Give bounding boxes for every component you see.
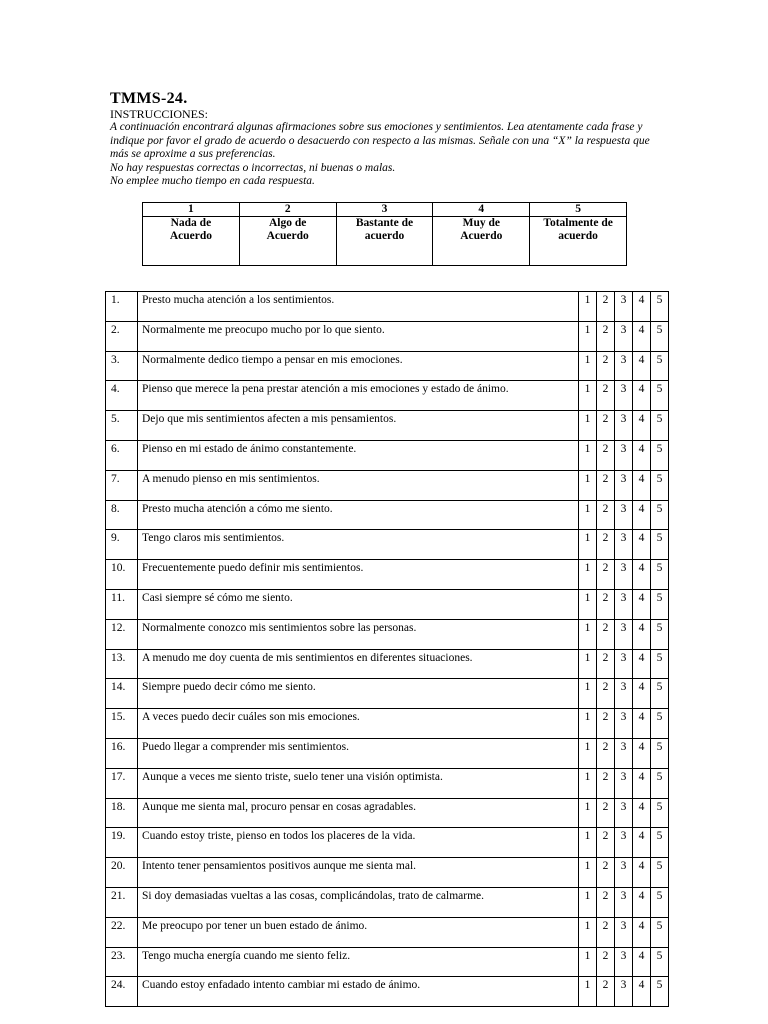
- question-row: [106, 977, 669, 1007]
- answer-option-1[interactable]: 1: [579, 500, 597, 530]
- answer-option-5[interactable]: 5: [651, 947, 669, 977]
- answer-option-2[interactable]: 2: [597, 292, 615, 322]
- question-number: 1.: [106, 292, 138, 322]
- answer-option-4[interactable]: 4: [633, 589, 651, 619]
- answer-option-2[interactable]: 2: [597, 977, 615, 1007]
- answer-option-1[interactable]: 1: [579, 947, 597, 977]
- scale-number: 5: [530, 203, 627, 217]
- answer-option-3[interactable]: 3: [615, 828, 633, 858]
- question-number: 8.: [106, 500, 138, 530]
- answer-option-4[interactable]: 4: [633, 768, 651, 798]
- question-text: A menudo pienso en mis sentimientos.: [138, 470, 579, 500]
- question-number: 21.: [106, 887, 138, 917]
- question-text: Aunque a veces me siento triste, suelo tener una visión optimista.: [138, 768, 579, 798]
- answer-option-1[interactable]: 1: [579, 530, 597, 560]
- answer-option-5[interactable]: 5: [651, 798, 669, 828]
- answer-option-3[interactable]: 3: [615, 500, 633, 530]
- scale-label: [336, 217, 433, 266]
- question-text: Normalmente conozco mis sentimientos sobre las personas.: [138, 619, 579, 649]
- instruction-line: No emplee mucho tiempo en cada respuesta.: [110, 175, 315, 187]
- answer-option-3[interactable]: 3: [615, 619, 633, 649]
- answer-option-5[interactable]: 5: [651, 917, 669, 947]
- answer-option-3[interactable]: 3: [615, 381, 633, 411]
- scale-label-line-2: Acuerdo: [460, 230, 503, 242]
- answer-option-5[interactable]: 5: [651, 530, 669, 560]
- answer-option-2[interactable]: 2: [597, 560, 615, 590]
- question-row: [106, 381, 669, 411]
- answer-option-4[interactable]: 4: [633, 709, 651, 739]
- question-row: [106, 530, 669, 560]
- instruction-line: A continuación encontrará algunas afirmaciones sobre sus emociones y sentimientos. Lea atentamente cada frase y: [110, 121, 643, 133]
- answer-option-2[interactable]: 2: [597, 321, 615, 351]
- question-text: A veces puedo decir cuáles son mis emociones.: [138, 709, 579, 739]
- answer-option-5[interactable]: 5: [651, 321, 669, 351]
- question-text: Siempre puedo decir cómo me siento.: [138, 679, 579, 709]
- answer-option-4[interactable]: 4: [633, 351, 651, 381]
- question-row: [106, 709, 669, 739]
- question-number: 19.: [106, 828, 138, 858]
- answer-option-1[interactable]: 1: [579, 798, 597, 828]
- answer-option-2[interactable]: 2: [597, 768, 615, 798]
- instruction-line: No hay respuestas correctas o incorrectas, ni buenas o malas.: [110, 161, 396, 174]
- answer-option-4[interactable]: 4: [633, 917, 651, 947]
- answer-option-4[interactable]: 4: [633, 887, 651, 917]
- questionnaire-table: [105, 291, 669, 1007]
- answer-option-5[interactable]: 5: [651, 649, 669, 679]
- answer-option-4[interactable]: 4: [633, 738, 651, 768]
- answer-option-2[interactable]: 2: [597, 440, 615, 470]
- instructions-heading: INSTRUCCIONES:: [110, 107, 209, 121]
- answer-option-1[interactable]: 1: [579, 619, 597, 649]
- question-text: Tengo claros mis sentimientos.: [138, 530, 579, 560]
- answer-option-4[interactable]: 4: [633, 977, 651, 1007]
- scale-label: [530, 217, 627, 266]
- question-number: 12.: [106, 619, 138, 649]
- document-title: TMMS-24.: [110, 90, 188, 107]
- answer-option-3[interactable]: 3: [615, 858, 633, 888]
- question-number: 7.: [106, 470, 138, 500]
- answer-option-2[interactable]: 2: [597, 649, 615, 679]
- question-row: [106, 768, 669, 798]
- scale-label-line-2: Acuerdo: [169, 230, 212, 242]
- question-row: [106, 917, 669, 947]
- answer-option-1[interactable]: 1: [579, 679, 597, 709]
- answer-option-1[interactable]: 1: [579, 768, 597, 798]
- answer-option-1[interactable]: 1: [579, 470, 597, 500]
- answer-option-1[interactable]: 1: [579, 560, 597, 590]
- answer-option-4[interactable]: 4: [633, 560, 651, 590]
- answer-option-5[interactable]: 5: [651, 619, 669, 649]
- question-row: [106, 858, 669, 888]
- answer-option-1[interactable]: 1: [579, 381, 597, 411]
- answer-option-3[interactable]: 3: [615, 738, 633, 768]
- scale-label: [239, 217, 336, 266]
- question-text: Presto mucha atención a los sentimientos.: [138, 292, 579, 322]
- answer-option-1[interactable]: 1: [579, 649, 597, 679]
- answer-option-3[interactable]: 3: [615, 292, 633, 322]
- question-row: [106, 440, 669, 470]
- question-number: 6.: [106, 440, 138, 470]
- answer-option-2[interactable]: 2: [597, 679, 615, 709]
- answer-option-1[interactable]: 1: [579, 858, 597, 888]
- question-row: [106, 828, 669, 858]
- answer-option-1[interactable]: 1: [579, 351, 597, 381]
- scale-label-line-1: Algo de: [269, 217, 307, 229]
- answer-option-1[interactable]: 1: [579, 321, 597, 351]
- scale-number: 1: [143, 203, 240, 217]
- answer-option-2[interactable]: 2: [597, 589, 615, 619]
- answer-option-5[interactable]: 5: [651, 709, 669, 739]
- question-text: Normalmente dedico tiempo a pensar en mis emociones.: [138, 351, 579, 381]
- answer-option-2[interactable]: 2: [597, 381, 615, 411]
- answer-option-3[interactable]: 3: [615, 440, 633, 470]
- scale-number: 4: [433, 203, 530, 217]
- answer-option-3[interactable]: 3: [615, 947, 633, 977]
- question-text: Casi siempre sé cómo me siento.: [138, 589, 579, 619]
- answer-option-5[interactable]: 5: [651, 589, 669, 619]
- question-text: Pienso que merece la pena prestar atención a mis emociones y estado de ánimo.: [138, 381, 579, 411]
- question-text: Puedo llegar a comprender mis sentimientos.: [138, 738, 579, 768]
- question-row: [106, 321, 669, 351]
- answer-option-4[interactable]: 4: [633, 500, 651, 530]
- question-row: [106, 947, 669, 977]
- answer-option-5[interactable]: 5: [651, 351, 669, 381]
- answer-option-5[interactable]: 5: [651, 292, 669, 322]
- answer-option-2[interactable]: 2: [597, 470, 615, 500]
- question-text: Intento tener pensamientos positivos aunque me sienta mal.: [138, 858, 579, 888]
- question-row: [106, 798, 669, 828]
- question-text: Me preocupo por tener un buen estado de ánimo.: [138, 917, 579, 947]
- question-text: Cuando estoy triste, pienso en todos los placeres de la vida.: [138, 828, 579, 858]
- scale-numbers-row: [143, 203, 627, 217]
- scale-label-line-2: acuerdo: [364, 230, 405, 242]
- answer-option-5[interactable]: 5: [651, 500, 669, 530]
- question-row: [106, 649, 669, 679]
- answer-option-4[interactable]: 4: [633, 530, 651, 560]
- instruction-line: indique por favor el grado de acuerdo o desacuerdo con respecto a las mismas. Señale con una “X” la respuesta que: [110, 134, 650, 147]
- answer-option-1[interactable]: 1: [579, 738, 597, 768]
- answer-option-4[interactable]: 4: [633, 619, 651, 649]
- question-number: 4.: [106, 381, 138, 411]
- question-row: [106, 500, 669, 530]
- question-number: 17.: [106, 768, 138, 798]
- scale-label-line-1: Totalmente de: [543, 217, 613, 229]
- question-number: 24.: [106, 977, 138, 1007]
- question-text: Cuando estoy enfadado intento cambiar mi estado de ánimo.: [138, 977, 579, 1007]
- question-text: A menudo me doy cuenta de mis sentimientos en diferentes situaciones.: [138, 649, 579, 679]
- scale-label-line-2: Acuerdo: [266, 230, 309, 242]
- question-number: 14.: [106, 679, 138, 709]
- question-number: 5.: [106, 411, 138, 441]
- answer-option-2[interactable]: 2: [597, 709, 615, 739]
- answer-option-2[interactable]: 2: [597, 887, 615, 917]
- scale-labels-row: [143, 217, 627, 266]
- question-number: 11.: [106, 589, 138, 619]
- answer-option-5[interactable]: 5: [651, 381, 669, 411]
- instructions-text: [110, 121, 662, 189]
- scale-number: 2: [239, 203, 336, 217]
- question-number: 15.: [106, 709, 138, 739]
- answer-option-2[interactable]: 2: [597, 917, 615, 947]
- answer-option-4[interactable]: 4: [633, 381, 651, 411]
- question-number: 18.: [106, 798, 138, 828]
- answer-option-2[interactable]: 2: [597, 351, 615, 381]
- answer-option-4[interactable]: 4: [633, 679, 651, 709]
- answer-option-2[interactable]: 2: [597, 411, 615, 441]
- answer-option-1[interactable]: 1: [579, 977, 597, 1007]
- answer-option-4[interactable]: 4: [633, 292, 651, 322]
- answer-option-3[interactable]: 3: [615, 887, 633, 917]
- answer-option-5[interactable]: 5: [651, 560, 669, 590]
- question-row: [106, 619, 669, 649]
- answer-option-4[interactable]: 4: [633, 828, 651, 858]
- answer-option-1[interactable]: 1: [579, 440, 597, 470]
- answer-option-1[interactable]: 1: [579, 411, 597, 441]
- answer-option-4[interactable]: 4: [633, 649, 651, 679]
- answer-option-2[interactable]: 2: [597, 738, 615, 768]
- question-text: Presto mucha atención a cómo me siento.: [138, 500, 579, 530]
- answer-option-2[interactable]: 2: [597, 828, 615, 858]
- answer-option-5[interactable]: 5: [651, 768, 669, 798]
- answer-option-3[interactable]: 3: [615, 589, 633, 619]
- question-number: 10.: [106, 560, 138, 590]
- answer-option-3[interactable]: 3: [615, 321, 633, 351]
- answer-option-2[interactable]: 2: [597, 500, 615, 530]
- scale-label-line-1: Muy de: [462, 217, 500, 229]
- answer-option-3[interactable]: 3: [615, 977, 633, 1007]
- question-number: 22.: [106, 917, 138, 947]
- answer-option-2[interactable]: 2: [597, 798, 615, 828]
- question-row: [106, 738, 669, 768]
- answer-option-1[interactable]: 1: [579, 917, 597, 947]
- answer-option-2[interactable]: 2: [597, 858, 615, 888]
- answer-option-3[interactable]: 3: [615, 351, 633, 381]
- question-number: 9.: [106, 530, 138, 560]
- answer-option-2[interactable]: 2: [597, 530, 615, 560]
- question-number: 20.: [106, 858, 138, 888]
- question-row: [106, 411, 669, 441]
- question-row: [106, 679, 669, 709]
- question-text: Tengo mucha energía cuando me siento feliz.: [138, 947, 579, 977]
- scale-label-line-1: Nada de: [170, 217, 212, 229]
- question-row: [106, 351, 669, 381]
- question-row: [106, 292, 669, 322]
- question-number: 3.: [106, 351, 138, 381]
- answer-option-5[interactable]: 5: [651, 858, 669, 888]
- answer-option-1[interactable]: 1: [579, 709, 597, 739]
- answer-option-3[interactable]: 3: [615, 649, 633, 679]
- answer-option-4[interactable]: 4: [633, 798, 651, 828]
- answer-option-5[interactable]: 5: [651, 470, 669, 500]
- scale-label: [143, 217, 240, 266]
- answer-option-3[interactable]: 3: [615, 679, 633, 709]
- rating-scale-table: [142, 202, 627, 266]
- answer-option-2[interactable]: 2: [597, 619, 615, 649]
- answer-option-2[interactable]: 2: [597, 947, 615, 977]
- answer-option-3[interactable]: 3: [615, 768, 633, 798]
- question-text: Frecuentemente puedo definir mis sentimientos.: [138, 560, 579, 590]
- scale-number: 3: [336, 203, 433, 217]
- question-number: 13.: [106, 649, 138, 679]
- answer-option-5[interactable]: 5: [651, 440, 669, 470]
- answer-option-3[interactable]: 3: [615, 798, 633, 828]
- question-number: 23.: [106, 947, 138, 977]
- answer-option-3[interactable]: 3: [615, 709, 633, 739]
- question-row: [106, 589, 669, 619]
- answer-option-4[interactable]: 4: [633, 321, 651, 351]
- question-text: Dejo que mis sentimientos afecten a mis pensamientos.: [138, 411, 579, 441]
- answer-option-3[interactable]: 3: [615, 560, 633, 590]
- answer-option-1[interactable]: 1: [579, 887, 597, 917]
- answer-option-4[interactable]: 4: [633, 947, 651, 977]
- answer-option-5[interactable]: 5: [651, 828, 669, 858]
- answer-option-4[interactable]: 4: [633, 858, 651, 888]
- question-row: [106, 887, 669, 917]
- question-text: Si doy demasiadas vueltas a las cosas, complicándolas, trato de calmarme.: [138, 887, 579, 917]
- answer-option-3[interactable]: 3: [615, 411, 633, 441]
- answer-option-3[interactable]: 3: [615, 917, 633, 947]
- answer-option-4[interactable]: 4: [633, 470, 651, 500]
- answer-option-5[interactable]: 5: [651, 977, 669, 1007]
- answer-option-4[interactable]: 4: [633, 440, 651, 470]
- instruction-line: más se aproxime a sus preferencias.: [110, 148, 276, 160]
- answer-option-5[interactable]: 5: [651, 887, 669, 917]
- scale-label-line-1: Bastante de: [355, 217, 414, 229]
- scale-label: [433, 217, 530, 266]
- answer-option-5[interactable]: 5: [651, 738, 669, 768]
- question-row: [106, 470, 669, 500]
- question-number: 16.: [106, 738, 138, 768]
- question-row: [106, 560, 669, 590]
- question-text: Aunque me sienta mal, procuro pensar en cosas agradables.: [138, 798, 579, 828]
- answer-option-3[interactable]: 3: [615, 470, 633, 500]
- answer-option-5[interactable]: 5: [651, 679, 669, 709]
- question-text: Pienso en mi estado de ánimo constantemente.: [138, 440, 579, 470]
- question-text: Normalmente me preocupo mucho por lo que siento.: [138, 321, 579, 351]
- answer-option-1[interactable]: 1: [579, 292, 597, 322]
- question-number: 2.: [106, 321, 138, 351]
- answer-option-5[interactable]: 5: [651, 411, 669, 441]
- answer-option-3[interactable]: 3: [615, 530, 633, 560]
- answer-option-4[interactable]: 4: [633, 411, 651, 441]
- answer-option-1[interactable]: 1: [579, 589, 597, 619]
- answer-option-1[interactable]: 1: [579, 828, 597, 858]
- scale-label-line-2: acuerdo: [558, 230, 598, 242]
